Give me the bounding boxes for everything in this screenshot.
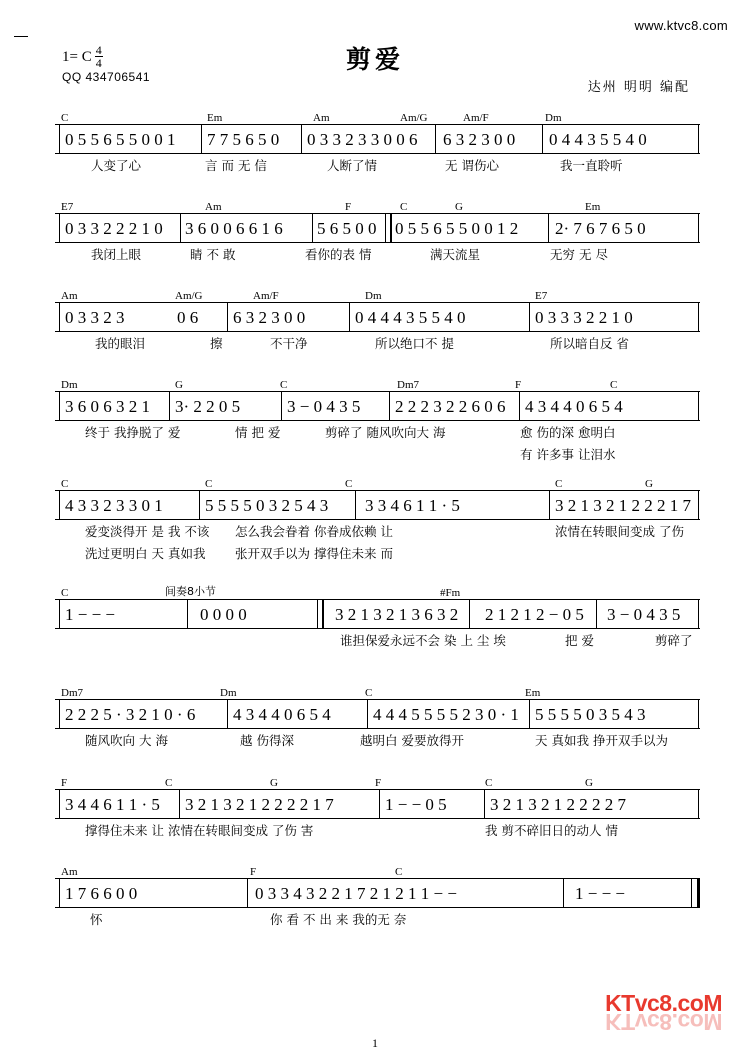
note-group: 3 − 0 4 3 5 bbox=[287, 397, 361, 416]
lyric-phrase: 所以绝口不 提 bbox=[375, 336, 454, 351]
note-group: 0 3 3 4 3 2 2 1 7 2 1 2 1 1 − − bbox=[255, 884, 457, 903]
note-group: 3 3 4 6 1 1 · 5 bbox=[365, 496, 460, 515]
note-group: 0 3 3 2 2 2 1 0 bbox=[65, 219, 163, 238]
margin-tick bbox=[14, 36, 28, 37]
chord-row bbox=[55, 288, 700, 302]
chord-symbol: Dm bbox=[365, 290, 382, 302]
lyric-row bbox=[55, 421, 700, 443]
lyric-phrase: 无 谓伤心 bbox=[445, 158, 499, 173]
chord-symbol: C bbox=[345, 478, 353, 490]
lyric-phrase: 张开双手以为 撑得住未来 而 bbox=[235, 546, 393, 561]
chord-symbol: C bbox=[61, 478, 69, 490]
chord-symbol: C bbox=[485, 777, 493, 789]
chord-symbol: C bbox=[280, 379, 288, 391]
lyric-row bbox=[55, 243, 700, 265]
lyric-phrase: 满天流星 bbox=[430, 247, 481, 262]
lyric-phrase: 擦 bbox=[210, 336, 223, 351]
lyric-phrase: 人变了心 bbox=[91, 158, 142, 173]
note-group: 2 1 2 1 2 − 0 5 bbox=[485, 605, 584, 624]
note-group: 2 2 2 3 2 2 6 0 6 bbox=[395, 397, 506, 416]
music-system-6 bbox=[55, 585, 700, 651]
staff-line bbox=[55, 599, 700, 629]
note-group: 5 5 5 5 0 3 5 4 3 bbox=[535, 705, 646, 724]
time-signature-denominator: 4 bbox=[95, 56, 102, 70]
chord-symbol: Dm bbox=[220, 687, 237, 699]
chord-symbol: F bbox=[250, 866, 257, 878]
note-group: 1 7 6 6 0 0 bbox=[65, 884, 138, 903]
logo-reflection: KTvc8.coM bbox=[605, 1009, 722, 1035]
lyric-row bbox=[55, 629, 700, 651]
note-group: 3 4 4 6 1 1 · 5 bbox=[65, 795, 160, 814]
note-group: 3 6 0 6 3 2 1 bbox=[65, 397, 150, 416]
chord-symbol: Em bbox=[585, 201, 601, 213]
chord-symbol: Am/G bbox=[400, 112, 428, 124]
chord-symbol: C bbox=[555, 478, 563, 490]
lyric-phrase: 怀 bbox=[90, 912, 103, 927]
music-system-3 bbox=[55, 288, 700, 354]
chord-symbol: Dm7 bbox=[397, 379, 419, 391]
chord-row bbox=[55, 775, 700, 789]
lyric-phrase: 终于 我挣脱了 爱 bbox=[85, 425, 181, 440]
note-group: 6 3 2 3 0 0 bbox=[233, 308, 306, 327]
lyric-phrase: 有 许多事 让泪水 bbox=[520, 447, 616, 462]
chord-symbol: F bbox=[375, 777, 382, 789]
ktvc8-logo bbox=[605, 990, 722, 1035]
chord-symbol: Am bbox=[61, 866, 78, 878]
chord-symbol: Dm bbox=[545, 112, 562, 124]
note-group: 0 5 5 6 5 5 0 0 1 bbox=[65, 130, 176, 149]
chord-symbol: Am/F bbox=[253, 290, 279, 302]
chord-row bbox=[55, 685, 700, 699]
music-system-8 bbox=[55, 775, 700, 841]
chord-row bbox=[55, 199, 700, 213]
chord-symbol: E7 bbox=[61, 201, 74, 213]
chord-row bbox=[55, 864, 700, 878]
note-group: 0 3 3 2 3 bbox=[65, 308, 125, 327]
staff-line bbox=[55, 213, 700, 243]
note-group: 4 3 4 4 0 6 5 4 bbox=[525, 397, 623, 416]
chord-symbol: C bbox=[395, 866, 403, 878]
chord-symbol: Am bbox=[205, 201, 222, 213]
chord-symbol: C bbox=[400, 201, 408, 213]
chord-symbol: G bbox=[270, 777, 278, 789]
note-group: 1 − − − bbox=[65, 605, 116, 624]
lyric-phrase: 我一直聆听 bbox=[560, 158, 623, 173]
chord-row bbox=[55, 377, 700, 391]
chord-symbol: Am bbox=[313, 112, 330, 124]
lyric-phrase: 越 伤得深 bbox=[240, 733, 294, 748]
lyric-row bbox=[55, 520, 700, 542]
note-group: 0 0 0 0 bbox=[200, 605, 247, 624]
note-row bbox=[55, 700, 700, 728]
lyric-phrase: 越明白 爱要放得开 bbox=[360, 733, 464, 748]
chord-symbol: Em bbox=[207, 112, 223, 124]
lyric-phrase: 怎么我会眷着 你眷成依赖 让 bbox=[235, 524, 393, 539]
lyric-row-verse2 bbox=[55, 443, 700, 463]
lyric-row bbox=[55, 908, 700, 930]
chord-symbol: G bbox=[455, 201, 463, 213]
page-number: 1 bbox=[372, 1036, 378, 1050]
chord-symbol: Dm bbox=[61, 379, 78, 391]
chord-symbol: C bbox=[205, 478, 213, 490]
note-row bbox=[55, 491, 700, 519]
qq-number: QQ 434706541 bbox=[62, 70, 151, 84]
lyric-phrase: 言 而 无 信 bbox=[205, 158, 267, 173]
note-group: 5 6 5 0 0 bbox=[317, 219, 377, 238]
chord-symbol: C bbox=[61, 587, 69, 599]
lyric-phrase: 我的眼泪 bbox=[95, 336, 146, 351]
lyric-phrase: 撑得住未来 让 浓情在转眼间变成 了伤 害 bbox=[85, 823, 314, 838]
lyric-phrase: 你 看 不 出 来 我的无 奈 bbox=[270, 912, 407, 927]
staff-line bbox=[55, 699, 700, 729]
key-label: 1= C bbox=[62, 48, 92, 65]
chord-row bbox=[55, 585, 700, 599]
music-system-1 bbox=[55, 110, 700, 176]
chord-symbol: C bbox=[165, 777, 173, 789]
lyric-row-verse2 bbox=[55, 542, 700, 562]
staff-line bbox=[55, 302, 700, 332]
note-group: 0 6 bbox=[177, 308, 199, 327]
lyric-phrase: 谁担保爱永远不会 染 上 尘 埃 bbox=[340, 633, 506, 648]
lyric-row bbox=[55, 819, 700, 841]
lyric-phrase: 剪碎了 bbox=[655, 633, 693, 648]
lyric-phrase: 所以暗自反 省 bbox=[550, 336, 629, 351]
note-group: 4 3 4 4 0 6 5 4 bbox=[233, 705, 331, 724]
lyric-row bbox=[55, 154, 700, 176]
note-group: 0 5 5 6 5 5 0 0 1 2 bbox=[395, 219, 519, 238]
lyric-phrase: 随风吹向 大 海 bbox=[85, 733, 168, 748]
lyric-phrase: 洗过更明白 天 真如我 bbox=[85, 546, 206, 561]
chord-symbol: F bbox=[61, 777, 68, 789]
chord-symbol: Dm7 bbox=[61, 687, 83, 699]
note-group: 3 − 0 4 3 5 bbox=[607, 605, 681, 624]
time-signature-numerator: 4 bbox=[95, 43, 102, 57]
music-system-9 bbox=[55, 864, 700, 930]
lyric-phrase: 不干净 bbox=[270, 336, 308, 351]
lyric-phrase: 无穷 无 尽 bbox=[550, 247, 608, 262]
chord-symbol: F bbox=[345, 201, 352, 213]
music-system-5 bbox=[55, 476, 700, 562]
note-group: 7 7 5 6 5 0 bbox=[207, 130, 280, 149]
interlude-label: 间奏8小节 bbox=[165, 585, 216, 598]
note-group: 2· 7 6 7 6 5 0 bbox=[555, 219, 646, 238]
chord-symbol: C bbox=[365, 687, 373, 699]
lyric-phrase: 愈 伤的深 愈明白 bbox=[520, 425, 616, 440]
note-group: 0 3 3 2 3 3 0 0 6 bbox=[307, 130, 418, 149]
chord-symbol: G bbox=[645, 478, 653, 490]
note-group: 3 6 0 0 6 6 1 6 bbox=[185, 219, 283, 238]
note-group: 5 5 5 5 0 3 2 5 4 3 bbox=[205, 496, 329, 515]
note-row bbox=[55, 790, 700, 818]
chord-symbol: C bbox=[61, 112, 69, 124]
note-group: 0 3 3 3 2 2 1 0 bbox=[535, 308, 633, 327]
chord-symbol: E7 bbox=[535, 290, 548, 302]
lyric-phrase: 人断了情 bbox=[327, 158, 378, 173]
lyric-phrase: 我闭上眼 bbox=[91, 247, 142, 262]
chord-symbol: Am/F bbox=[463, 112, 489, 124]
note-row bbox=[55, 214, 700, 242]
note-group: 3· 2 2 0 5 bbox=[175, 397, 241, 416]
note-group: 1 − − − bbox=[575, 884, 626, 903]
chord-symbol: Am bbox=[61, 290, 78, 302]
lyric-row bbox=[55, 729, 700, 751]
credits: 达州 明明 编配 bbox=[587, 80, 690, 95]
lyric-phrase: 剪碎了 随风吹向大 海 bbox=[325, 425, 446, 440]
chord-row bbox=[55, 110, 700, 124]
lyric-phrase: 天 真如我 挣开双手以为 bbox=[535, 733, 668, 748]
music-system-2 bbox=[55, 199, 700, 265]
lyric-phrase: 睛 不 敢 bbox=[190, 247, 236, 262]
lyric-phrase: 爱变淡得开 是 我 不该 bbox=[85, 524, 210, 539]
note-group: 3 2 1 3 2 1 3 6 3 2 bbox=[335, 605, 459, 624]
lyric-phrase: 浓情在转眼间变成 了伤 bbox=[555, 524, 684, 539]
note-group: 3 2 1 3 2 1 2 2 2 2 1 7 bbox=[185, 795, 334, 814]
staff-line bbox=[55, 124, 700, 154]
note-row bbox=[55, 879, 700, 907]
note-row bbox=[55, 392, 700, 420]
key-signature bbox=[62, 45, 103, 70]
page-title: 剪爱 bbox=[345, 45, 404, 74]
note-group: 2 2 2 5 · 3 2 1 0 · 6 bbox=[65, 705, 196, 724]
note-row bbox=[55, 303, 700, 331]
note-group: 0 4 4 4 3 5 5 4 0 bbox=[355, 308, 466, 327]
note-group: 0 4 4 3 5 5 4 0 bbox=[549, 130, 647, 149]
note-group: 4 4 4 5 5 5 5 2 3 0 · 1 bbox=[373, 705, 519, 724]
note-row bbox=[55, 600, 700, 628]
note-row bbox=[55, 125, 700, 153]
chord-symbol: F bbox=[515, 379, 522, 391]
staff-line bbox=[55, 490, 700, 520]
chord-symbol: #Fm bbox=[440, 587, 461, 599]
website-url: www.ktvc8.com bbox=[634, 18, 728, 33]
time-signature bbox=[95, 44, 103, 69]
chord-symbol: C bbox=[610, 379, 618, 391]
lyric-row bbox=[55, 332, 700, 354]
music-system-7 bbox=[55, 685, 700, 751]
staff-line bbox=[55, 789, 700, 819]
note-group: 6 3 2 3 0 0 bbox=[443, 130, 516, 149]
note-group: 3 2 1 3 2 1 2 2 2 1 7 bbox=[555, 496, 691, 515]
logo-text: KTvc8.coM bbox=[605, 990, 722, 1016]
chord-symbol: G bbox=[585, 777, 593, 789]
lyric-phrase: 我 剪不碎旧日的动人 情 bbox=[485, 823, 618, 838]
lyric-phrase: 把 爱 bbox=[565, 633, 594, 648]
lyric-phrase: 情 把 爱 bbox=[235, 425, 281, 440]
chord-symbol: G bbox=[175, 379, 183, 391]
staff-line bbox=[55, 391, 700, 421]
note-group: 1 − − 0 5 bbox=[385, 795, 447, 814]
chord-row bbox=[55, 476, 700, 490]
lyric-phrase: 看你的表 情 bbox=[305, 247, 372, 262]
staff-line bbox=[55, 878, 700, 908]
note-group: 4 3 3 2 3 3 0 1 bbox=[65, 496, 163, 515]
music-system-4 bbox=[55, 377, 700, 463]
chord-symbol: Am/G bbox=[175, 290, 203, 302]
note-group: 3 2 1 3 2 1 2 2 2 2 7 bbox=[490, 795, 626, 814]
chord-symbol: Em bbox=[525, 687, 541, 699]
